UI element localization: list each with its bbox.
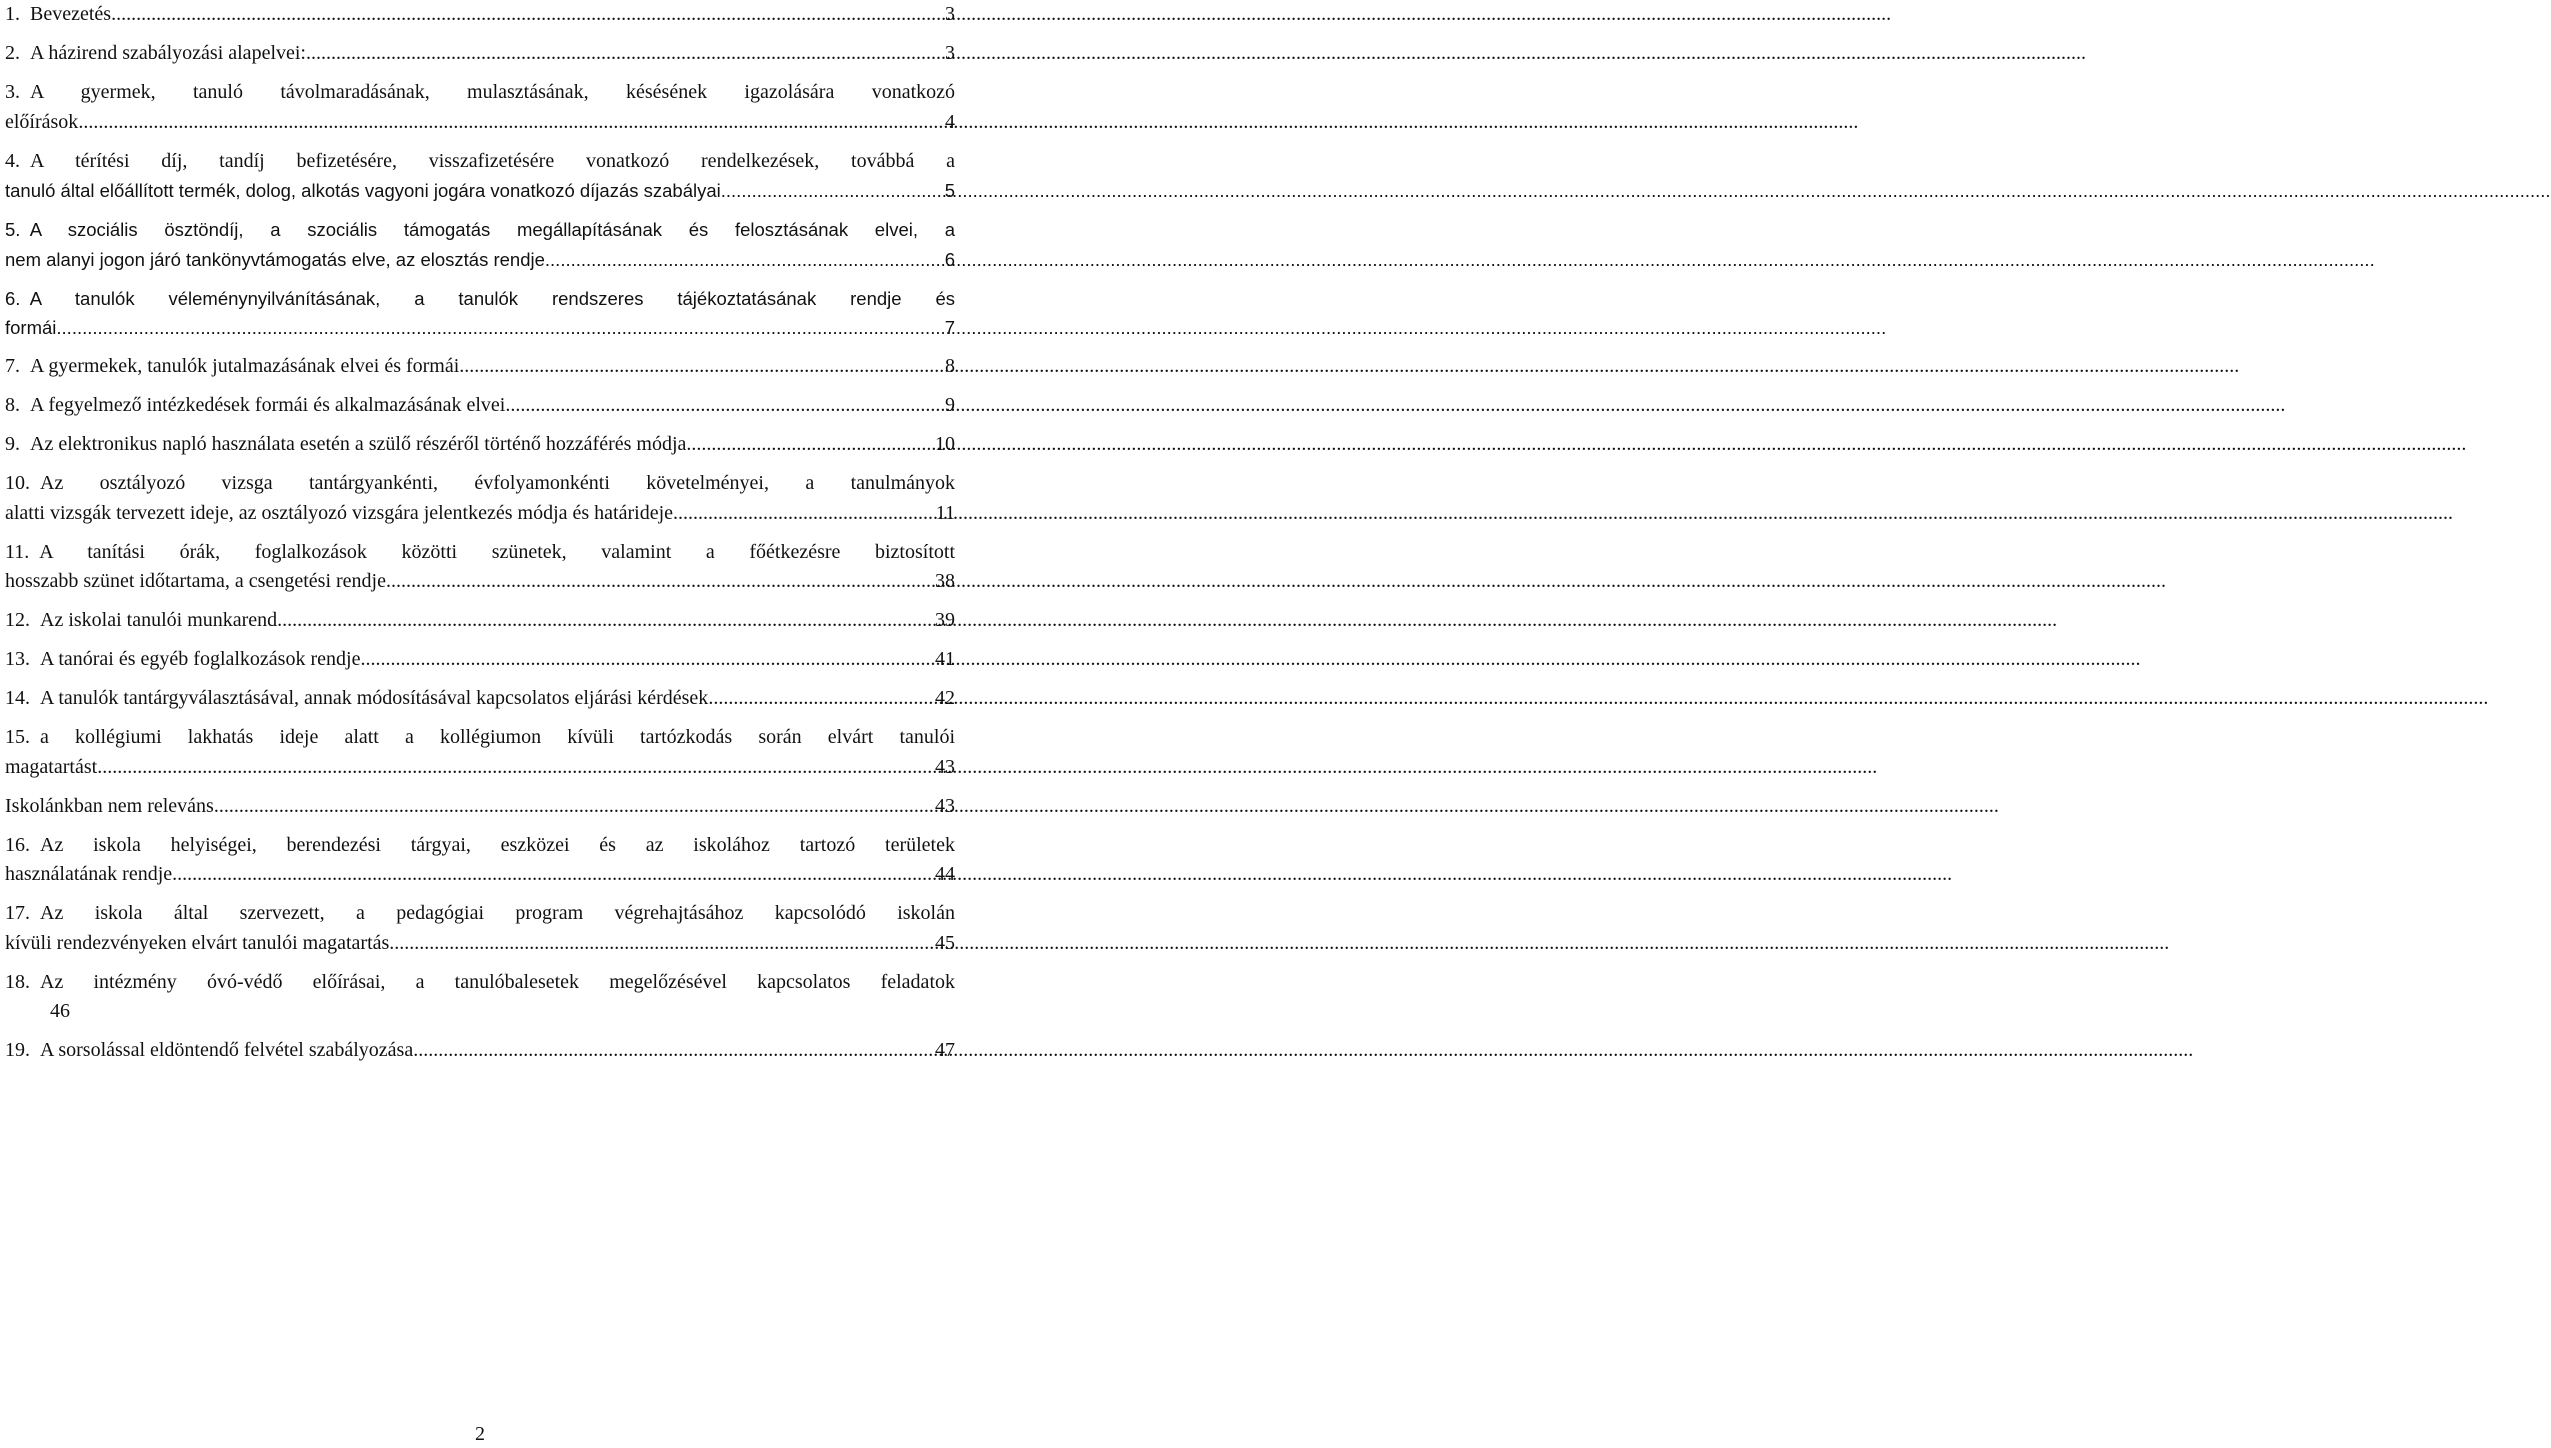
toc-page-number: 45	[935, 931, 955, 954]
toc-entry-number: 8.	[5, 394, 20, 416]
toc-entry[interactable]	[5, 1036, 955, 1066]
toc-entry-number: 13.	[5, 648, 30, 670]
toc-entry-first-line	[5, 78, 955, 108]
toc-entry-last-line	[5, 753, 955, 783]
toc-entry-title: nem alanyi jogon járó tankönyvtámogatás elve, az elosztás rendje	[5, 248, 545, 270]
toc-entry-number: 4.	[5, 149, 20, 172]
toc-dot-leader	[686, 430, 934, 460]
toc-page-number: 43	[935, 794, 955, 817]
toc-dot-leader	[459, 352, 944, 382]
page-number: 2	[475, 1423, 485, 1445]
toc-entry[interactable]	[5, 723, 955, 782]
toc-entry-number: 9.	[5, 433, 20, 455]
toc-dot-leader	[386, 567, 934, 597]
toc-entry-last-line	[5, 39, 955, 69]
toc-entry-last-line	[5, 245, 955, 275]
toc-entry-title: hosszabb szünet időtartama, a csengetési rendje	[5, 570, 386, 592]
toc-entry-title: Iskolánkban nem releváns.	[5, 794, 219, 817]
toc-entry-title: formái	[5, 317, 57, 338]
toc-page-number: 43	[935, 755, 955, 778]
toc-entry-last-line	[5, 792, 955, 822]
toc-entry-title-start: A gyermek, tanuló távolmaradásának, mulasztásának, késésének igazolására vonatkozó	[30, 81, 955, 103]
toc-entry-last-line	[5, 929, 955, 959]
toc-entry-number: 18.	[5, 970, 30, 993]
toc-entry-title: A gyermekek, tanulók jutalmazásának elvei és formái	[30, 355, 460, 377]
toc-entry-first-line	[5, 147, 955, 177]
toc-entry-first-line	[5, 215, 955, 245]
toc-entry-title: Bevezetés	[30, 3, 112, 25]
toc-entry-number: 19.	[5, 1039, 30, 1061]
toc-dot-leader	[505, 391, 944, 421]
toc-dot-leader	[306, 39, 944, 69]
toc-entry-last-line	[5, 0, 955, 30]
toc-dot-leader	[708, 684, 934, 714]
toc-entry[interactable]	[5, 78, 955, 137]
toc-dot-leader	[721, 176, 944, 206]
toc-entry-title: használatának rendje	[5, 863, 173, 885]
toc-page-number: 42	[935, 687, 955, 709]
toc-entry[interactable]	[5, 391, 955, 421]
toc-dot-leader	[277, 606, 934, 636]
toc-entry-last-line	[5, 860, 955, 890]
toc-page-number: 10	[935, 433, 955, 455]
toc-entry[interactable]	[5, 147, 955, 206]
toc-entry-title: A házirend szabályozási alapelvei:	[30, 42, 306, 64]
toc-entry-number: 7.	[5, 355, 20, 377]
toc-page-number: 39	[935, 609, 955, 631]
toc-entry[interactable]	[5, 215, 955, 274]
toc-entry[interactable]	[5, 968, 955, 1027]
toc-entry-title-start: A térítési díj, tandíj befizetésére, visszafizetésére vonatkozó rendelkezések, továbbá a	[30, 149, 955, 172]
toc-entry-title: kívüli rendezvényeken elvárt tanulói magatartás	[5, 931, 390, 954]
toc-entry-title-start: Az iskola által szervezett, a pedagógiai program végrehajtásához kapcsolódó iskolán	[40, 902, 955, 924]
toc-entry-number: 1.	[5, 3, 20, 25]
toc-entry-first-line	[5, 968, 955, 998]
toc-entry[interactable]	[5, 469, 955, 528]
toc-entry-title: magatartást	[5, 755, 98, 778]
toc-entry-last-line	[5, 391, 955, 421]
toc-entry-number: 6.	[5, 287, 21, 309]
toc-entry-last-line	[5, 567, 955, 597]
toc-entry[interactable]	[5, 606, 955, 636]
toc-dot-leader	[219, 792, 934, 822]
toc-entry-number: 2.	[5, 42, 20, 64]
toc-entry-number: 17.	[5, 902, 30, 924]
toc-entry[interactable]	[5, 645, 955, 675]
toc-page-number: 47	[935, 1039, 955, 1061]
toc-entry-last-line	[5, 108, 955, 138]
toc-page-number: 41	[935, 648, 955, 670]
toc-entry-last-line	[5, 430, 955, 460]
toc-entry-last-line	[5, 645, 955, 675]
toc-page-number: 3	[945, 3, 955, 25]
toc-dot-leader	[673, 499, 935, 529]
toc-entry-last-line	[5, 313, 955, 343]
toc-entry-title: 46	[50, 1000, 70, 1022]
toc-page-number: 11	[935, 501, 955, 524]
toc-entry-number: 3.	[5, 81, 20, 103]
toc-entry[interactable]	[5, 831, 955, 890]
toc-page-number: 44	[935, 863, 955, 885]
toc-entry-title: Az elektronikus napló használata esetén a szülő részéről történő hozzáférés módja	[30, 433, 687, 455]
toc-entry-number: 14.	[5, 687, 30, 709]
toc-entry-number: 5.	[5, 219, 21, 240]
toc-entry-first-line	[5, 469, 955, 499]
toc-entry-title-start: A tanítási órák, foglalkozások közötti szünetek, valamint a főétkezésre biztosított	[39, 540, 955, 563]
toc-dot-leader	[413, 1036, 934, 1066]
toc-entry-number: 12.	[5, 609, 30, 631]
toc-entry[interactable]	[5, 430, 955, 460]
document-page	[0, 0, 960, 1448]
toc-page-number: 7	[944, 317, 955, 338]
toc-entry-title: A tanórai és egyéb foglalkozások rendje	[40, 648, 361, 670]
table-of-contents	[5, 0, 955, 1075]
toc-entry[interactable]	[5, 352, 955, 382]
toc-entry-number: 15.	[5, 726, 30, 748]
toc-entry-title: Az iskolai tanulói munkarend	[40, 609, 278, 631]
toc-page-number: 3	[945, 42, 955, 64]
toc-entry-number: 11.	[5, 540, 30, 563]
toc-entry[interactable]	[5, 899, 955, 958]
toc-entry-title: A sorsolással eldöntendő felvétel szabályozása	[40, 1039, 414, 1061]
toc-entry-last-line	[5, 352, 955, 382]
toc-entry-last-line	[5, 684, 955, 714]
toc-entry-first-line	[5, 899, 955, 929]
toc-entry-number: 10.	[5, 472, 30, 494]
toc-entry-title: alatti vizsgák tervezett ideje, az osztályozó vizsgára jelentkezés módja és határideje	[5, 501, 674, 524]
toc-entry-last-line	[5, 1036, 955, 1066]
toc-entry-title: A tanulók tantárgyválasztásával, annak módosításával kapcsolatos eljárási kérdések	[40, 687, 709, 709]
toc-entry-last-line	[5, 499, 955, 529]
toc-entry-first-line	[5, 831, 955, 861]
toc-entry-title-start: Az iskola helyiségei, berendezési tárgyai, eszközei és az iskolához tartozó területek	[40, 833, 955, 856]
toc-entry-first-line	[5, 538, 955, 568]
toc-dot-leader	[111, 0, 944, 30]
toc-dot-leader	[78, 108, 944, 138]
toc-entry-last-line	[5, 606, 955, 636]
toc-entry-title-start: a kollégiumi lakhatás ideje alatt a kollégiumon kívüli tartózkodás során elvárt tanulói	[40, 726, 955, 748]
toc-entry-title-start: A szociális ösztöndíj, a szociális támogatás megállapításának és felosztásának elvei, a	[29, 219, 955, 240]
toc-page-number: 6	[944, 248, 955, 270]
toc-dot-leader	[56, 313, 943, 343]
toc-entry[interactable]	[5, 284, 955, 343]
toc-entry[interactable]	[5, 792, 955, 822]
toc-page-number: 9	[945, 394, 955, 416]
toc-entry-last-line	[5, 176, 955, 206]
toc-entry-title: tanuló által előállított termék, dolog, alkotás vagyoni jogára vonatkozó díjazás szabályai	[5, 180, 721, 201]
toc-dot-leader	[389, 929, 934, 959]
toc-page-number: 5	[944, 180, 955, 201]
toc-entry-title-start: Az intézmény óvó-védő előírásai, a tanulóbalesetek megelőzésével kapcsolatos feladatok	[40, 970, 955, 993]
toc-entry-first-line	[5, 284, 955, 314]
toc-entry[interactable]	[5, 538, 955, 597]
toc-entry-title-start: Az osztályozó vizsga tantárgyankénti, évfolyamonkénti követelményei, a tanulmányok	[40, 472, 955, 494]
toc-entry[interactable]	[5, 0, 955, 30]
toc-entry-title-start: A tanulók véleménynyilvánításának, a tanulók rendszeres tájékoztatásának rendje és	[29, 287, 955, 309]
toc-entry-first-line	[5, 723, 955, 753]
toc-entry[interactable]	[5, 39, 955, 69]
toc-dot-leader	[360, 645, 934, 675]
toc-page-number: 8	[945, 355, 955, 377]
toc-dot-leader	[545, 245, 944, 275]
toc-entry-number: 16.	[5, 833, 30, 856]
toc-entry-title: A fegyelmező intézkedések formái és alkalmazásának elvei	[30, 394, 506, 416]
toc-entry-last-line	[5, 997, 955, 1027]
toc-page-number: 4	[945, 110, 955, 133]
toc-dot-leader	[97, 753, 934, 783]
toc-entry[interactable]	[5, 684, 955, 714]
toc-page-number: 38	[935, 570, 955, 592]
toc-dot-leader	[172, 860, 934, 890]
toc-entry-title: előírások	[5, 110, 79, 133]
